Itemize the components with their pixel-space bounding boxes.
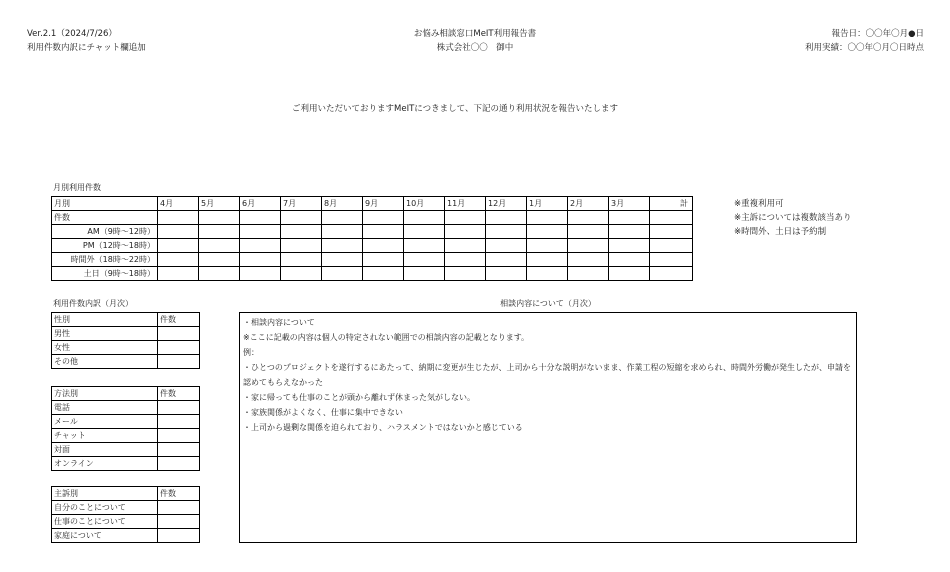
monthly-count-cell[interactable] [650,267,693,281]
monthly-count-cell[interactable] [404,225,445,239]
monthly-count-cell[interactable] [486,253,527,267]
monthly-count-cell[interactable] [445,253,486,267]
month-header: 4月 [158,197,199,211]
consult-line: ・ひとつのプロジェクトを遂行するにあたって、納期に変更が生じたが、上司から十分な説明がないまま、作業工程の短縮を求められ、時間外労働が発生したが、申請を認めてもらえなかった [243,363,851,387]
monthly-count-cell[interactable] [240,225,281,239]
note-multiple: ※主訴については複数該当あり [734,213,852,223]
consult-section-title: 相談内容について（月次） [500,299,596,308]
monthly-count-cell[interactable] [527,239,568,253]
monthly-count-cell[interactable] [650,253,693,267]
gender-item-label: その他 [52,355,158,369]
note-duplicate: ※重複利用可 [734,199,784,209]
monthly-count-cell[interactable] [445,267,486,281]
gender-count-header: 件数 [158,313,200,327]
method-item-label: メール [52,415,158,429]
complaint-row [52,501,200,515]
note-reservation: ※時間外、土日は予約制 [734,227,827,237]
monthly-count-cell[interactable] [281,211,322,225]
month-header: 2月 [568,197,609,211]
monthly-count-cell[interactable] [486,267,527,281]
monthly-count-cell[interactable] [322,253,363,267]
consult-content-box [239,312,857,543]
consult-line: ・相談内容について [243,318,315,327]
version-label: Ver.2.1（2024/7/26） [27,29,117,39]
monthly-count-cell[interactable] [158,267,199,281]
monthly-count-cell[interactable] [158,253,199,267]
monthly-count-cell[interactable] [609,211,650,225]
month-header: 12月 [486,197,527,211]
monthly-count-cell[interactable] [445,211,486,225]
method-item-label: 電話 [52,401,158,415]
gender-row [52,341,200,355]
monthly-section-title: 月別利用件数 [53,183,101,192]
intro-text: ご利用いただいておりますMeITにつきまして、下記の通り利用状況を報告いたします [292,104,618,114]
month-header: 6月 [240,197,281,211]
change-note: 利用件数内訳にチャット欄追加 [27,43,146,53]
month-header: 9月 [363,197,404,211]
monthly-count-cell[interactable] [281,267,322,281]
monthly-count-cell[interactable] [322,225,363,239]
monthly-count-cell[interactable] [568,267,609,281]
monthly-count-cell[interactable] [158,225,199,239]
method-row [52,457,200,471]
method-count-cell[interactable] [158,429,200,443]
monthly-count-cell[interactable] [650,239,693,253]
monthly-count-cell[interactable] [199,211,240,225]
monthly-count-cell[interactable] [158,211,199,225]
monthly-count-cell[interactable] [281,225,322,239]
complaint-count-cell[interactable] [158,529,200,543]
monthly-row-label: 時間外（18時～22時） [52,253,158,267]
monthly-count-cell[interactable] [609,267,650,281]
monthly-count-cell[interactable] [527,225,568,239]
monthly-count-cell[interactable] [363,253,404,267]
monthly-count-cell[interactable] [568,211,609,225]
month-header: 1月 [527,197,568,211]
monthly-count-cell[interactable] [404,267,445,281]
monthly-usage-table [51,196,693,281]
monthly-count-cell[interactable] [445,239,486,253]
total-header: 計 [650,197,693,211]
monthly-row-label: 件数 [52,211,158,225]
gender-header-label: 性別 [52,313,158,327]
monthly-count-cell[interactable] [199,253,240,267]
method-count-cell[interactable] [158,401,200,415]
monthly-count-cell[interactable] [240,267,281,281]
complaint-row [52,529,200,543]
monthly-count-cell[interactable] [404,239,445,253]
monthly-count-cell[interactable] [527,267,568,281]
consult-line: ・家族関係がよくなく、仕事に集中できない [243,408,403,417]
gender-item-label: 男性 [52,327,158,341]
complaint-item-label: 家庭について [52,529,158,543]
report-date: 報告日：〇〇年〇月●日 [831,29,924,39]
monthly-count-cell[interactable] [568,253,609,267]
complaint-item-label: 仕事のことについて [52,515,158,529]
method-header-label: 方法別 [52,387,158,401]
monthly-count-cell[interactable] [445,225,486,239]
consult-line: ※ここに記載の内容は個人の特定されない範囲での相談内容の記載となります。 [243,333,530,342]
report-title: お悩み相談窓口MeIT利用報告書 [413,29,537,39]
complaint-header-row [52,487,200,501]
monthly-count-cell[interactable] [650,225,693,239]
method-item-label: オンライン [52,457,158,471]
monthly-count-cell[interactable] [650,211,693,225]
complaint-row [52,515,200,529]
month-header: 7月 [281,197,322,211]
monthly-count-cell[interactable] [363,225,404,239]
monthly-row-label: AM（9時～12時） [52,225,158,239]
complaint-header-label: 主訴別 [52,487,158,501]
monthly-row-label: PM（12時～18時） [52,239,158,253]
consult-line: ・家に帰っても仕事のことが頭から離れず休まった気がしない。 [243,393,475,402]
consult-line: ・上司から過剰な関係を迫られており、ハラスメントではないかと感じている [243,423,523,432]
method-row [52,429,200,443]
month-header: 10月 [404,197,445,211]
monthly-row [52,211,693,225]
method-row [52,443,200,457]
complaint-item-label: 自分のことについて [52,501,158,515]
complaint-count-cell[interactable] [158,501,200,515]
monthly-count-cell[interactable] [322,239,363,253]
monthly-count-cell[interactable] [199,239,240,253]
method-row [52,415,200,429]
method-row [52,401,200,415]
monthly-count-cell[interactable] [363,239,404,253]
monthly-count-cell[interactable] [527,253,568,267]
gender-row [52,327,200,341]
monthly-count-cell[interactable] [199,267,240,281]
monthly-row [52,225,693,239]
method-count-cell[interactable] [158,415,200,429]
method-count-header: 件数 [158,387,200,401]
gender-count-cell[interactable] [158,355,200,369]
breakdown-section-title: 利用件数内訳（月次） [53,299,133,308]
monthly-count-cell[interactable] [404,253,445,267]
method-item-label: チャット [52,429,158,443]
monthly-row [52,267,693,281]
monthly-count-cell[interactable] [199,225,240,239]
monthly-count-cell[interactable] [158,239,199,253]
complaint-count-header: 件数 [158,487,200,501]
monthly-count-cell[interactable] [281,239,322,253]
monthly-row [52,239,693,253]
monthly-count-cell[interactable] [568,225,609,239]
monthly-count-cell[interactable] [527,211,568,225]
monthly-count-cell[interactable] [363,211,404,225]
monthly-header-label: 月別 [52,197,158,211]
monthly-count-cell[interactable] [240,211,281,225]
method-table [51,386,200,471]
method-header-row [52,387,200,401]
monthly-count-cell[interactable] [240,253,281,267]
usage-as-of: 利用実績：〇〇年〇月〇日時点 [804,43,924,53]
complaint-table [51,486,200,543]
gender-count-cell[interactable] [158,341,200,355]
month-header: 5月 [199,197,240,211]
gender-row [52,355,200,369]
method-count-cell[interactable] [158,443,200,457]
gender-count-cell[interactable] [158,327,200,341]
monthly-count-cell[interactable] [240,239,281,253]
monthly-count-cell[interactable] [322,267,363,281]
month-header: 8月 [322,197,363,211]
consult-line: 例： [243,348,259,357]
monthly-count-cell[interactable] [609,225,650,239]
gender-item-label: 女性 [52,341,158,355]
gender-table [51,312,200,369]
addressee: 株式会社〇〇 御中 [436,43,514,53]
monthly-count-cell[interactable] [363,267,404,281]
monthly-count-cell[interactable] [404,211,445,225]
monthly-header-row [52,197,693,211]
complaint-count-cell[interactable] [158,515,200,529]
monthly-count-cell[interactable] [486,239,527,253]
gender-header-row [52,313,200,327]
monthly-count-cell[interactable] [486,225,527,239]
monthly-count-cell[interactable] [322,211,363,225]
method-count-cell[interactable] [158,457,200,471]
monthly-count-cell[interactable] [486,211,527,225]
method-item-label: 対面 [52,443,158,457]
monthly-count-cell[interactable] [568,239,609,253]
month-header: 11月 [445,197,486,211]
monthly-count-cell[interactable] [609,239,650,253]
monthly-row-label: 土日（9時～18時） [52,267,158,281]
monthly-count-cell[interactable] [281,253,322,267]
month-header: 3月 [609,197,650,211]
monthly-row [52,253,693,267]
monthly-count-cell[interactable] [609,253,650,267]
